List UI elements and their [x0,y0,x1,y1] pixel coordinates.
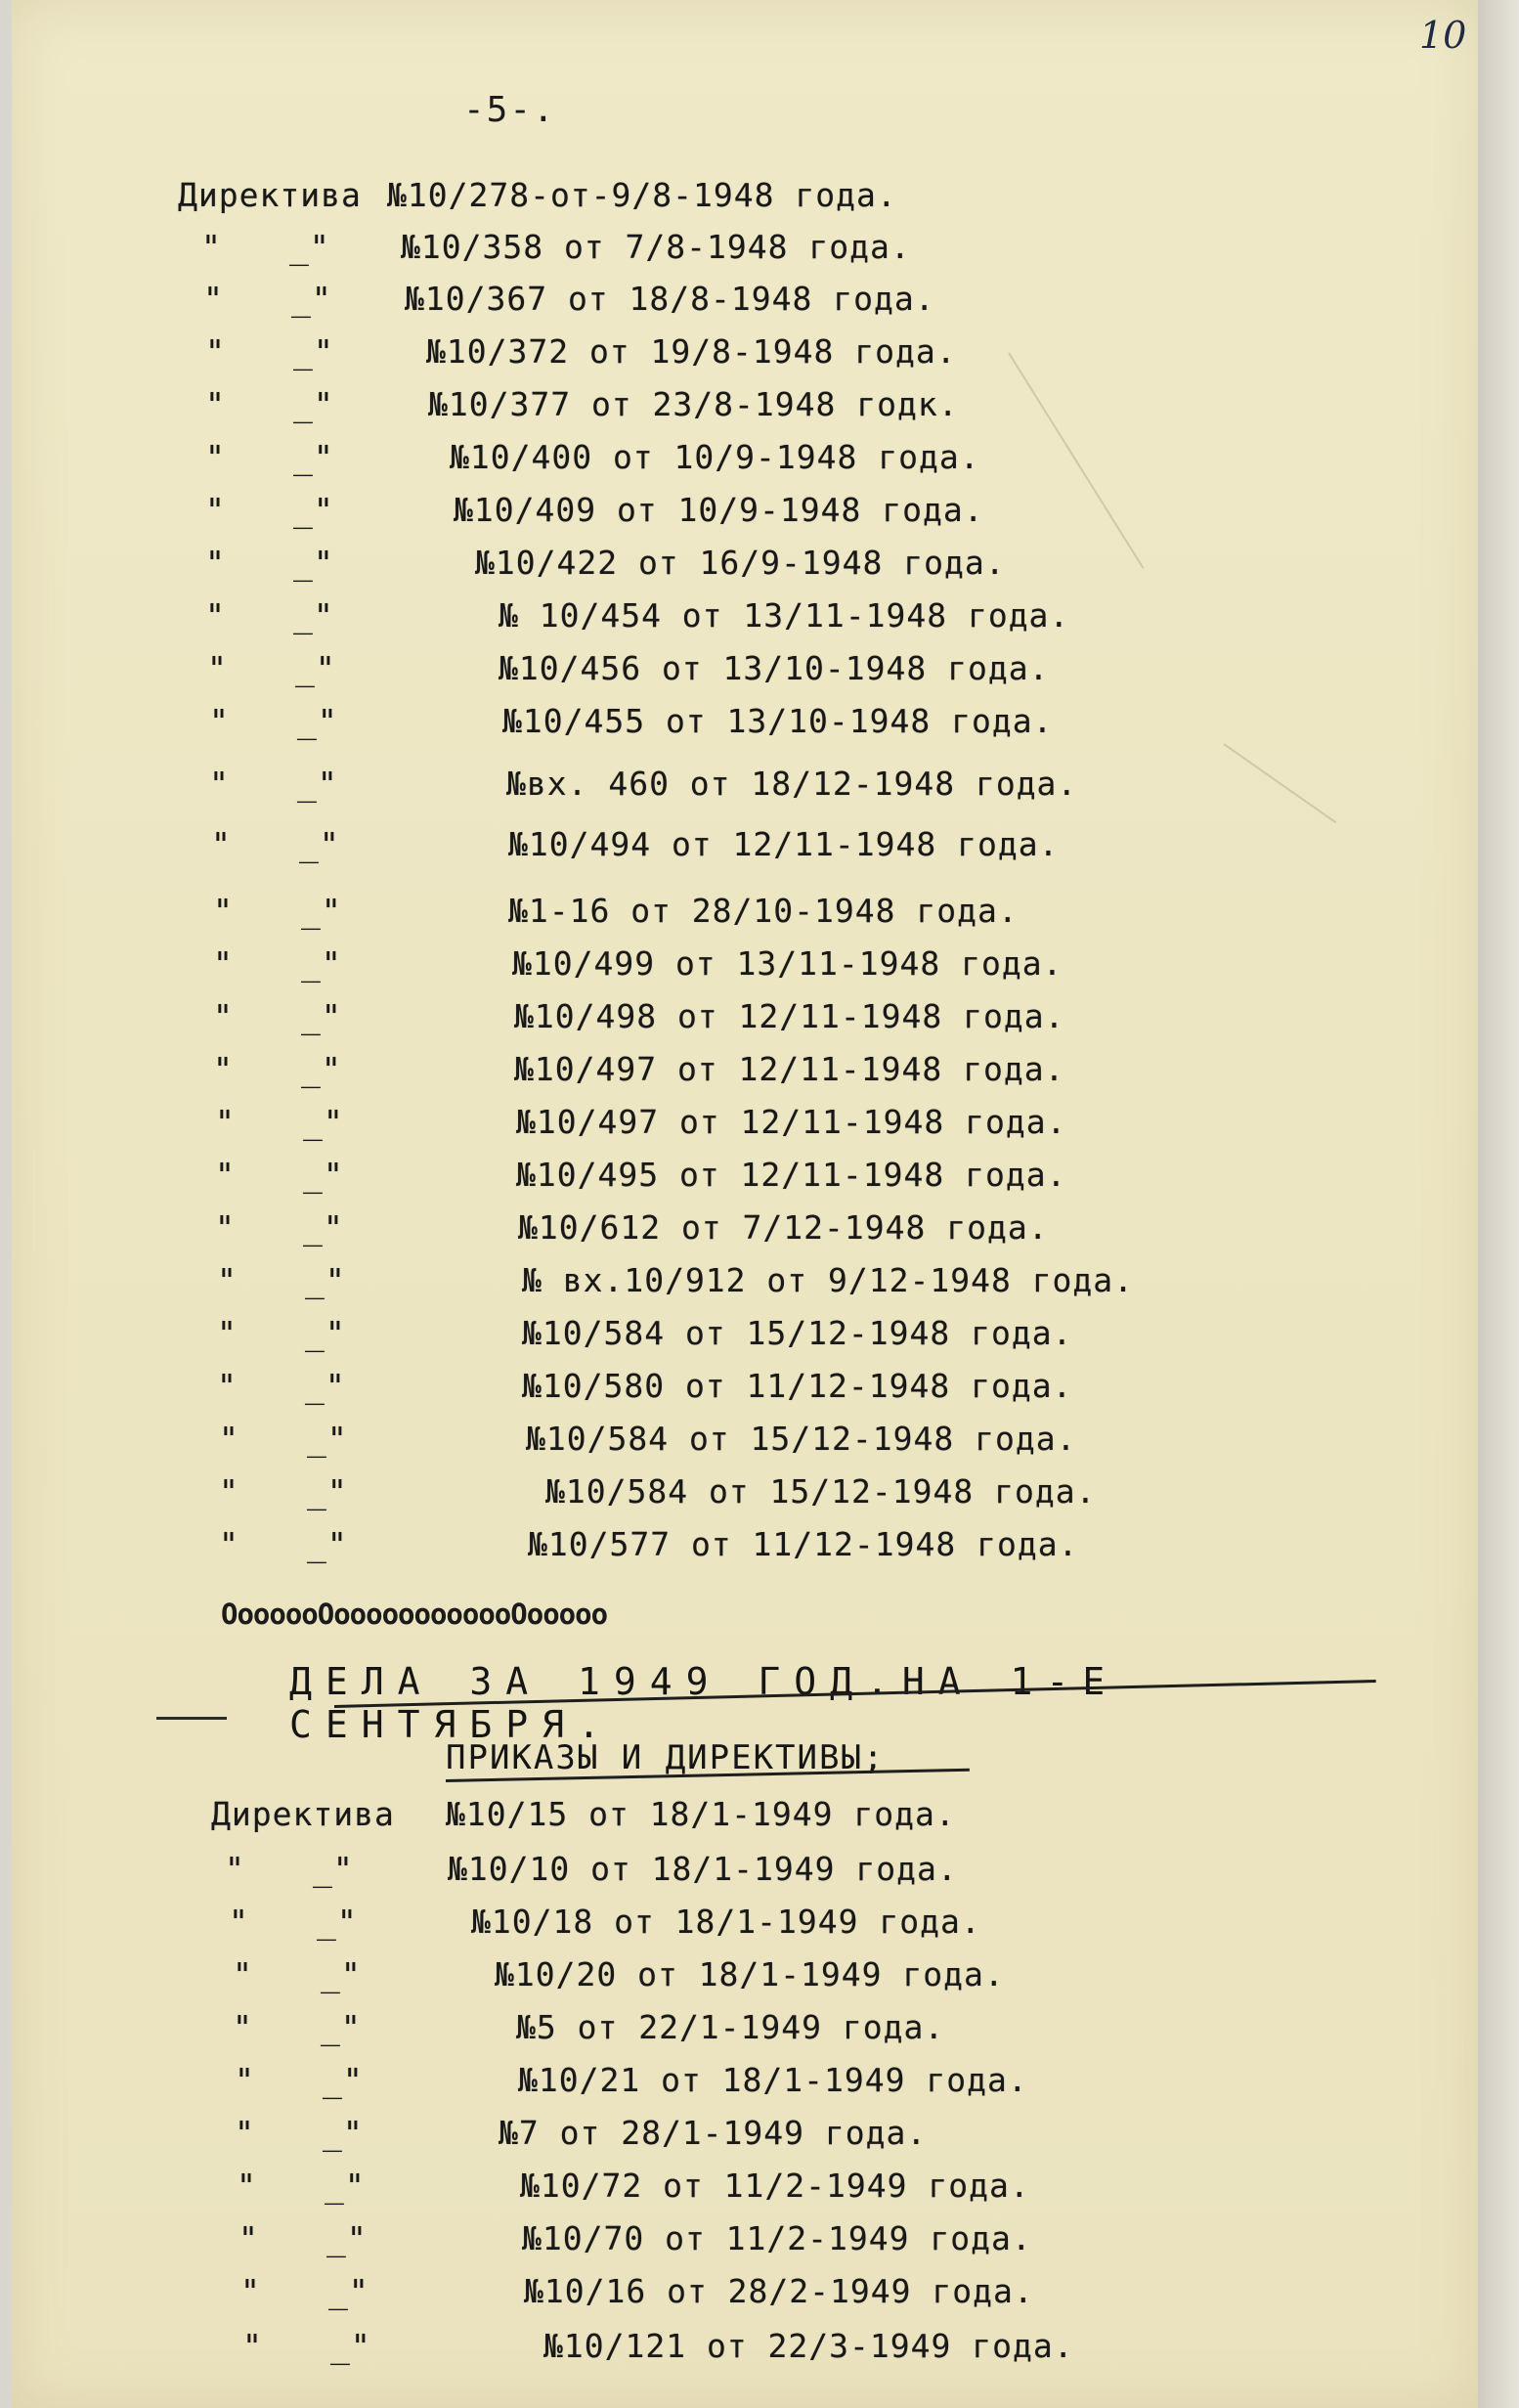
ditto-mark: " [219,1420,239,1458]
ditto-mark: _" [295,649,336,687]
ditto-mark: " [215,1103,236,1141]
document-entry [12,596,1458,637]
ditto-mark: _" [328,2272,369,2310]
ditto-mark: " [237,2167,257,2205]
ditto-mark: _" [313,1850,354,1888]
document-entry [12,1795,1458,1836]
entry-number-date: №10/377 от 23/8-1948 годк. [428,385,959,423]
ditto-mark: _" [323,2061,364,2099]
ditto-mark: " [217,1261,238,1299]
document-entry [12,1525,1458,1566]
entry-number-date: №1-16 от 28/10-1948 года. [508,892,1019,930]
ditto-mark: _" [289,228,330,266]
entry-number-date: №10/20 от 18/1-1949 года. [495,1955,1005,1993]
ditto-mark: " [205,596,226,635]
ditto-mark: " [205,332,226,371]
entry-label: Директива [178,176,362,214]
ditto-mark: " [242,2327,263,2365]
document-entry [12,438,1458,479]
entry-number-date: №10/70 от 11/2-1949 года. [522,2219,1032,2257]
ditto-mark: " [205,544,226,582]
ditto-mark: " [235,2114,255,2152]
ditto-mark: _" [303,1208,344,1247]
document-entry [12,1103,1458,1144]
entry-number-date: №10/456 от 13/10-1948 года. [499,649,1050,687]
entry-number-date: №10/495 от 12/11-1948 года. [516,1156,1067,1194]
ditto-mark: _" [293,332,334,371]
entry-number-date: №10/10 от 18/1-1949 года. [448,1850,958,1888]
ditto-mark: _" [297,765,338,803]
entry-number-date: №10/400 от 10/9-1948 года. [450,438,980,476]
ditto-mark: " [233,1955,253,1993]
ditto-mark: " [201,228,222,266]
document-entry [12,649,1458,690]
entry-number-date: № 10/454 от 13/11-1948 года. [499,596,1070,635]
entry-number-date: №10/580 от 11/12-1948 года. [522,1367,1073,1405]
document-entry [12,544,1458,585]
ditto-mark: " [215,1156,236,1194]
document-entry [12,1050,1458,1091]
ditto-mark: _" [325,2167,366,2205]
document-entry [12,1850,1458,1891]
ditto-mark: _" [293,491,334,529]
document-entry [12,385,1458,426]
ditto-mark: " [213,1050,234,1088]
ditto-mark: " [240,2272,261,2310]
ditto-mark: _" [305,1367,346,1405]
entry-number-date: №10/15 от 18/1-1949 года. [446,1795,956,1833]
entry-number-date: №10/584 от 15/12-1948 года. [545,1472,1097,1510]
ditto-mark: _" [293,438,334,476]
ditto-mark: " [217,1367,238,1405]
document-entry [12,1367,1458,1408]
document-entry [12,2272,1458,2313]
ditto-mark: _" [305,1314,346,1352]
page-edge [1478,0,1519,2408]
ditto-mark: " [219,1472,239,1510]
entry-number-date: №10/577 от 11/12-1948 года. [528,1525,1079,1563]
ditto-mark: " [213,944,234,983]
ditto-mark: _" [297,702,338,740]
entry-number-date: №10/499 от 13/11-1948 года. [512,944,1063,983]
ditto-mark: _" [307,1525,348,1563]
entry-number-date: №10/494 от 12/11-1948 года. [508,825,1060,863]
entry-number-date: №10/612 от 7/12-1948 года. [518,1208,1049,1247]
margin-dash [156,1717,227,1720]
document-entry [12,491,1458,532]
document-entry [12,1314,1458,1355]
entry-number-date: №10/72 от 11/2-1949 года. [520,2167,1030,2205]
section-heading: ДЕЛА ЗА 1949 ГОД.НА 1-Е СЕНТЯБРЯ. [289,1660,1119,1746]
entry-number-date: №10/21 от 18/1-1949 года. [518,2061,1028,2099]
ditto-mark: " [215,1208,236,1247]
ditto-mark: " [219,1525,239,1563]
document-entry [12,332,1458,373]
document-entry [12,1420,1458,1461]
document-entry [12,765,1458,806]
entry-number-date: №вх. 460 от 18/12-1948 года. [506,765,1078,803]
entry-number-date: №10/498 от 12/11-1948 года. [514,997,1065,1035]
document-entry [12,1955,1458,1996]
ditto-mark: _" [303,1103,344,1141]
ditto-mark: " [213,997,234,1035]
document-entry [12,1903,1458,1944]
document-entry [12,176,1458,217]
ditto-mark: _" [321,1955,362,1993]
ditto-mark: " [203,280,224,318]
document-entry [12,2061,1458,2102]
entry-number-date: №10/358 от 7/8-1948 года. [401,228,911,266]
ditto-mark: _" [330,2327,371,2365]
ditto-mark: _" [301,944,342,983]
section-subheading: ПРИКАЗЫ И ДИРЕКТИВЫ; [446,1738,886,1777]
entry-number-date: №7 от 28/1-1949 года. [499,2114,928,2152]
document-entry [12,1261,1458,1302]
ditto-mark: _" [293,385,334,423]
ditto-mark: _" [299,825,340,863]
ditto-mark: " [229,1903,249,1941]
ditto-mark: " [205,438,226,476]
entry-number-date: №10/16 от 28/2-1949 года. [524,2272,1034,2310]
ditto-mark: _" [303,1156,344,1194]
document-entry [12,1208,1458,1249]
page-number: -5-. [463,90,556,130]
document-entry [12,702,1458,743]
entry-number-date: №10/372 от 19/8-1948 года. [426,332,957,371]
ditto-mark: " [217,1314,238,1352]
entry-number-date: №10/18 от 18/1-1949 года. [471,1903,981,1941]
document-entry [12,2219,1458,2260]
ditto-mark: _" [301,1050,342,1088]
ditto-mark: _" [301,997,342,1035]
ditto-mark: " [213,892,234,930]
folio-number: 10 [1419,14,1467,57]
entry-number-date: №10/584 от 15/12-1948 года. [522,1314,1073,1352]
ditto-mark: " [205,491,226,529]
entry-number-date: №10/455 от 13/10-1948 года. [502,702,1054,740]
document-entry [12,1156,1458,1197]
entry-label: Директива [211,1795,395,1833]
ditto-mark: _" [317,1903,358,1941]
entry-number-date: №10/278-от-9/8-1948 года. [387,176,897,214]
document-entry [12,944,1458,985]
entry-number-date: №10/422 от 16/9-1948 года. [475,544,1006,582]
ditto-mark: _" [307,1472,348,1510]
document-entry [12,997,1458,1038]
entry-number-date: №10/121 от 22/3-1949 года. [543,2327,1074,2365]
entry-number-date: №10/367 от 18/8-1948 года. [405,280,935,318]
ditto-mark: _" [293,596,334,635]
ditto-mark: _" [293,544,334,582]
document-entry [12,892,1458,933]
entry-number-date: №5 от 22/1-1949 года. [516,2008,945,2046]
typed-separator-line: ОоооооОоооооооооооОооооо [221,1598,608,1631]
ditto-mark: " [239,2219,259,2257]
ditto-mark: _" [307,1420,348,1458]
document-entry [12,228,1458,269]
document-entry [12,825,1458,866]
ditto-mark: " [209,765,230,803]
ditto-mark: " [211,825,232,863]
ditto-mark: " [209,702,230,740]
ditto-mark: _" [326,2219,368,2257]
entry-number-date: №10/584 от 15/12-1948 года. [526,1420,1077,1458]
entry-number-date: №10/497 от 12/11-1948 года. [514,1050,1065,1088]
entry-number-date: № вх.10/912 от 9/12-1948 года. [522,1261,1135,1299]
document-entry [12,1472,1458,1513]
ditto-mark: " [233,2008,253,2046]
document-entry [12,2008,1458,2049]
document-page [12,0,1478,2408]
ditto-mark: _" [291,280,332,318]
ditto-mark: _" [321,2008,362,2046]
entry-number-date: №10/497 от 12/11-1948 года. [516,1103,1067,1141]
ditto-mark: " [205,385,226,423]
entry-number-date: №10/409 от 10/9-1948 года. [454,491,984,529]
document-entry [12,2167,1458,2208]
ditto-mark: " [225,1850,245,1888]
ditto-mark: _" [305,1261,346,1299]
ditto-mark: " [207,649,228,687]
ditto-mark: " [235,2061,255,2099]
document-entry [12,2327,1458,2368]
ditto-mark: _" [323,2114,364,2152]
document-entry [12,280,1458,321]
ditto-mark: _" [301,892,342,930]
document-entry [12,2114,1458,2155]
